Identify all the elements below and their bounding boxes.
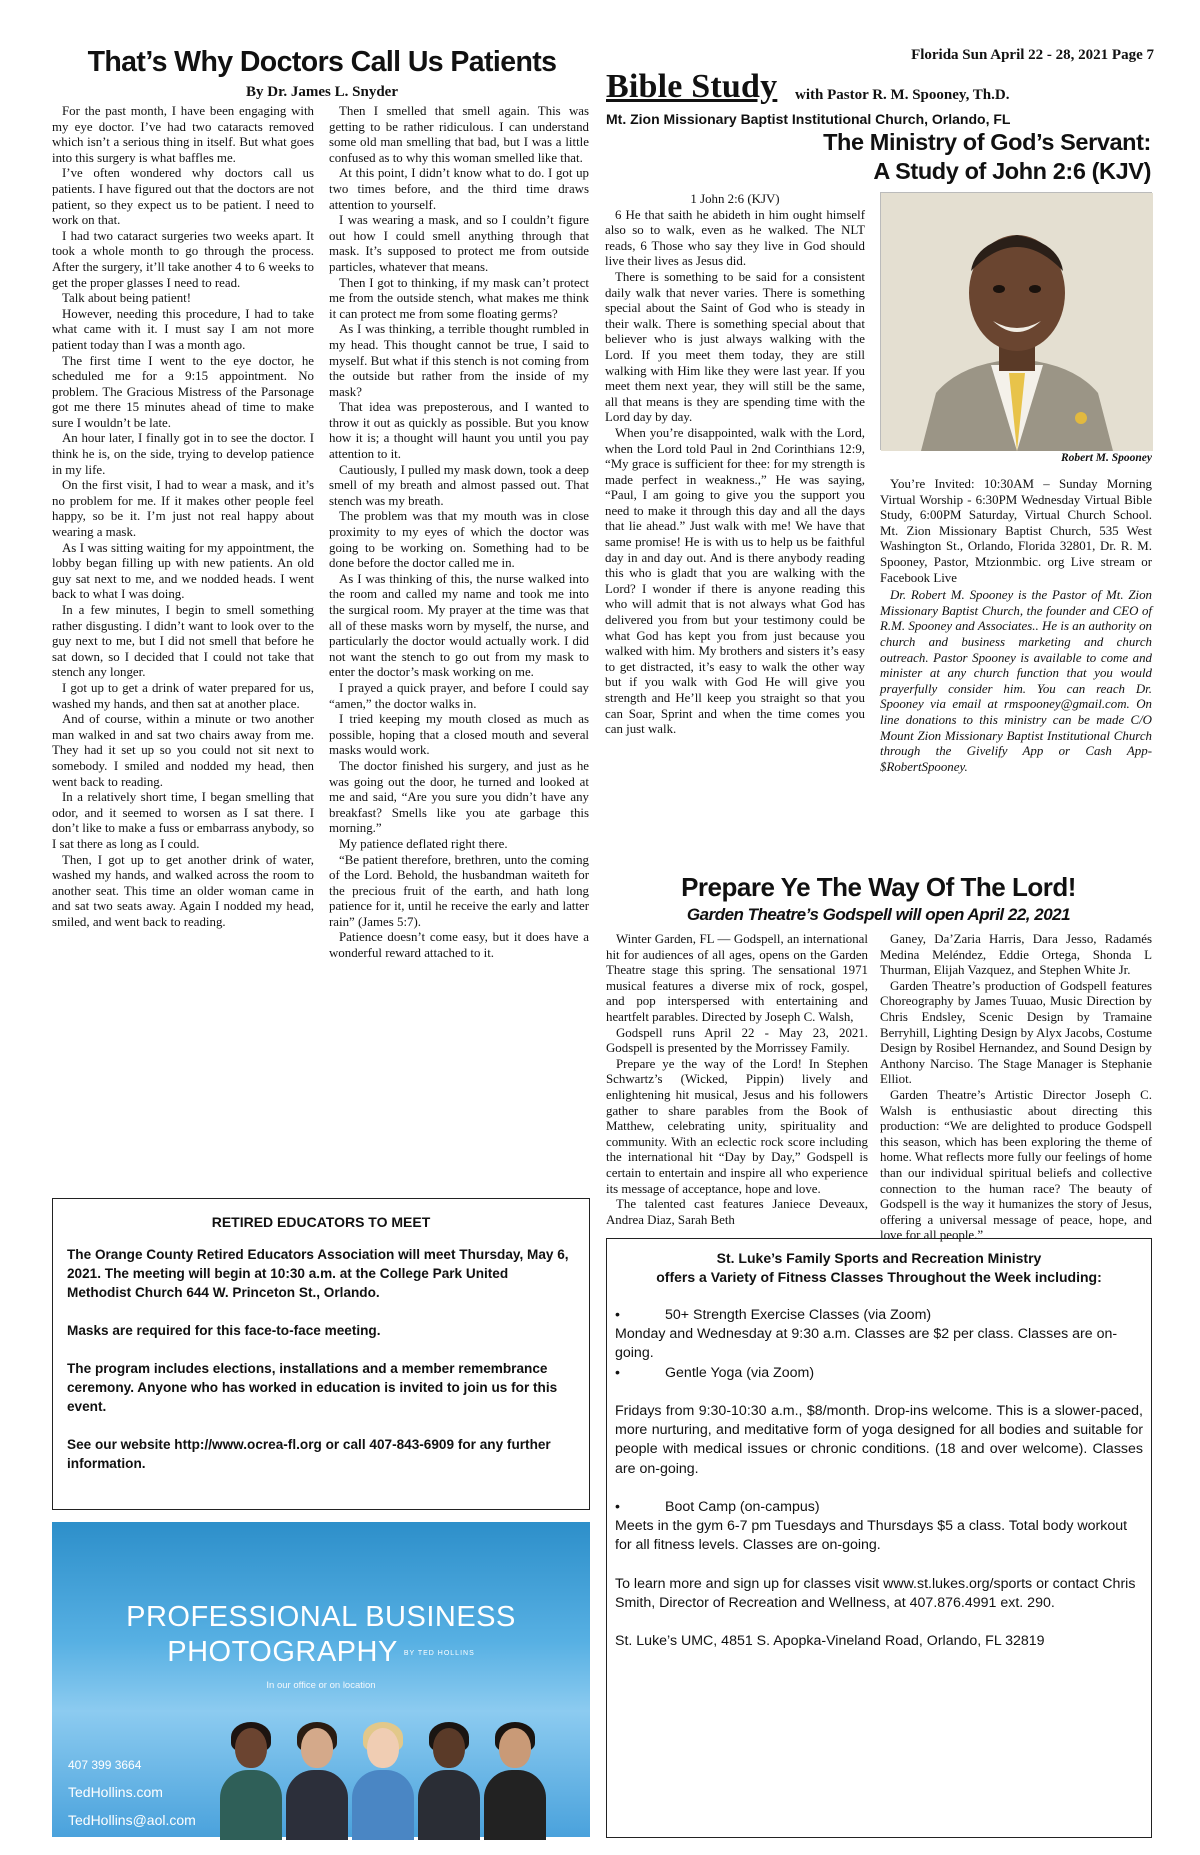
- paragraph: An hour later, I finally got in to see the doctor. I think he is, on the side, trying to develop patience in my life.: [52, 431, 314, 477]
- paragraph: The talented cast features Janiece Deveaux, Andrea Diaz, Sarah Beth: [606, 1197, 868, 1227]
- service-invite: You’re Invited: 10:30AM – Sunday Morning Virtual Worship - 6:30PM Wednesday Virtual Bible Study, 6:00PM Saturday, Virtual Church School. Mt. Zion Missionary Baptist Church, 535 West Washington St., Orlando, Florida 32801, Dr. R. M. Spooney, Pastor, Mtzionmbic. org Live stream or Facebook Live: [880, 477, 1152, 585]
- paragraph: Garden Theatre’s production of Godspell features Choreography by James Tuuao, Music Direction by Chris Endsley, Scenic Design by Tramaine Berryhill, Lighting Design by Alyx Jacobs, Costume Design by Rosibel Hernandez, and Sound Design by Anthony Narciso. The Stage Manager is Stephanie Elliot.: [880, 978, 1152, 1087]
- paragraph: I tried keeping my mouth closed as much as possible, hoping that a closed mouth and several masks would work.: [329, 712, 589, 758]
- portrait-photo: [284, 1718, 350, 1836]
- paragraph: The first time I went to the eye doctor, he scheduled me for a 9:15 appointment. No problem. The Gracious Mistress of the Parsonage got me there 15 minutes ahead of time to make sure I wouldn’t be late.: [52, 353, 314, 430]
- paragraph: 6 He that saith he abideth in him ought himself also so to walk, even as he walked. The NLT reads, 6 Those who say they live in God should live their lives as Jesus did.: [605, 207, 865, 269]
- paragraph: In a relatively short time, I began smelling that odor, and it seemed to worsen as I sat there. I don’t like to make a fuss or embarrass anybody, so I sat there as long as I could.: [52, 790, 314, 851]
- paragraph: I’ve often wondered why doctors call us patients. I have figured out that the doctors are not patient, so they expect us to be patient. I need to work on that.: [52, 166, 314, 228]
- portrait-photo: [482, 1718, 548, 1836]
- notice-heading: RETIRED EDUCATORS TO MEET: [211, 1214, 431, 1230]
- paragraph: Ganey, Da’Zaria Harris, Dara Jesso, Radamés Medina Meléndez, Eddie Ortega, Shonda L Thurman, Elijah Vazquez, and Stephen White Jr.: [880, 932, 1152, 978]
- paragraph: Garden Theatre’s Artistic Director Joseph C. Walsh is enthusiastic about directing this production: “We are delighted to produce Godspell this season, which has been exploring the theme of home. What reflects more fully our feelings of home than our individual spiritual beliefs and collective connection to the human race? The beauty of Godspell is the way it humanizes the story of Jesus, offering a universal message of peace, hope, and love for all people.”: [880, 1087, 1152, 1243]
- notice-paragraph: See our website http://www.ocrea-fl.org or call 407-843-6909 for any further information.: [67, 1437, 551, 1471]
- class-details: Meets in the gym 6-7 pm Tuesdays and Thursdays $5 a class. Total body workout for all fitness levels. Classes are on-going.: [615, 1518, 1128, 1554]
- pastor-portrait: [880, 192, 1152, 450]
- bullet-icon: •: [615, 1307, 620, 1323]
- paragraph: As I was thinking of this, the nurse walked into the room and called my name and took me into the surgical room. My prayer at the time was that all of these masks worn by myself, the nurse, and particularly the doctor would actually work. I did not want the stench to go out from my mask to enter the doctor’s mask working on me.: [329, 571, 589, 680]
- church-name: Mt. Zion Missionary Baptist Institutional Church, Orlando, FL: [606, 111, 1011, 127]
- ad-website: TedHollins.com: [68, 1784, 163, 1800]
- godspell-column-1: [606, 932, 868, 1232]
- paragraph: Then I got to thinking, if my mask can’t protect me from the outside stench, what makes me think it can protect me from some floating germs?: [329, 275, 589, 321]
- article-byline: By Dr. James L. Snyder: [246, 84, 398, 100]
- verse-reference: 1 John 2:6 (KJV): [690, 192, 780, 206]
- ad-title: [52, 1600, 590, 1671]
- paragraph: Prepare ye the way of the Lord! In Stephen Schwartz’s (Wicked, Pippin) lively and enlightening hit musical, Jesus and his followers gather to share parables from the Book of Matthew, celebrating unity, spirituality and community. With an eclectic rock score including the international hit “Day by Day,” Godspell is certain to entertain and inspire all who experience its message of acceptance, hope and love.: [606, 1056, 868, 1196]
- article-column-1: [52, 104, 314, 1179]
- paragraph: Winter Garden, FL — Godspell, an international hit for audiences of all ages, opens on the Garden Theatre stage this spring. The sensational 1971 musical features a diverse mix of rock, gospel, and pop interspersed with entertaining and heartfelt parables. Directed by Joseph C. Walsh,: [606, 932, 868, 1024]
- paragraph: Talk about being patient!: [62, 291, 192, 306]
- paragraph: And of course, within a minute or two another man walked in and sat two chairs away from me. They had it set up so you could not sit next to somebody. I smiled and nodded my head, then went back to reading.: [52, 712, 314, 789]
- paragraph: The doctor finished his surgery, and just as he was going out the door, he turned and looked at me and said, “Are you sure you didn’t have any breakfast? Smells like you ate garbage this morning.”: [329, 758, 589, 836]
- paragraph: There is something to be said for a consistent daily walk that never varies. There is something special about the Saint of God who is steady in their walk. There is something special about that believer who is just always walking with the Lord. If you meet them today, they are still walking with Him like they were last year. If you meet them next year, they will still be the same, all that means is they are spending time with the Lord day by day.: [605, 269, 865, 425]
- paragraph: When you’re disappointed, walk with the Lord, when the Lord told Paul in 2nd Corinthians 12:9, “My grace is sufficient for thee: for my strength is made perfect in weakness.,” He was saying, “Paul, I am going to give you the support you need to make it through this day and all the days that lie ahead.” Just walk with me! We have that same promise! He is with us to help us be faithful day in and day out. And is there anybody reading this who is gladt that you are walking with the Lord? I wonder if there is anyone reading this who will admit that is not always what God has delivered you from but your testimony could be what God has kept you from just because you walked with him. My brothers and sisters it’s easy to get distracted, it’s easy to walk the other way but if you walk with God He will give you strength and He’ll keep you straight so that you can Soar, Sprint and when the time comes you can just walk.: [605, 425, 865, 737]
- page-header: Florida Sun April 22 - 28, 2021 Page 7: [911, 47, 1154, 63]
- paragraph: I had two cataract surgeries two weeks apart. It took a whole month to go through the process. After the surgery, it’ll take another 4 to 6 weeks to get the proper glasses I need to read.: [52, 228, 314, 290]
- class-item: [615, 1364, 1143, 1383]
- paragraph: For the past month, I have been engaging with my eye doctor. I’ve had two cataracts removed which isn’t a serious thing in itself. But what goes into this surgery is what baffles me.: [52, 104, 314, 165]
- class-details: Fridays from 9:30-10:30 a.m., $8/month. Drop-ins welcome. This is a slower-paced, more nurturing, and meditative form of yoga designed for all bodies and suitable for people with medical issues or chronic conditions. (18 and over welcome). Classes are on-going.: [615, 1403, 1143, 1477]
- bible-study-title: Bible Study: [606, 68, 778, 105]
- ad-title-line-2: PHOTOGRAPHY BY TED HOLLINS: [167, 1636, 475, 1668]
- paragraph: The problem was that my mouth was in close proximity to my eyes of which the doctor was going to be working on. Something had to be done before the doctor called me in.: [329, 509, 589, 571]
- class-item: [615, 1498, 1143, 1517]
- paragraph: Then, I got up to get another drink of water, washed my hands, and walked across the room to another seat. This time an older woman came in and sat two seats away. Again I nodded my head, smiled, and went back to reading.: [52, 852, 314, 929]
- class-name: Boot Camp (on-campus): [665, 1499, 820, 1515]
- paragraph: As I was thinking, a terrible thought rumbled in my head. This thought cannot be true, I said to myself. But what if this stench is not coming from the outside but rather from the inside of my mask?: [329, 322, 589, 399]
- godspell-column-2: [880, 932, 1152, 1243]
- church-address: St. Luke’s UMC, 4851 S. Apopka-Vineland Road, Orlando, FL 32819: [615, 1633, 1045, 1650]
- ad-email: TedHollins@aol.com: [68, 1812, 196, 1828]
- notice-heading: St. Luke’s Family Sports and Recreation Ministry offers a Variety of Fitness Classes Throughout the Week including:: [656, 1250, 1102, 1285]
- paragraph: That idea was preposterous, and I wanted to throw it out as quickly as possible. But you know how it is; a thought will haunt you until you pay attention to it.: [329, 400, 589, 462]
- paragraph: My patience deflated right there.: [339, 836, 508, 851]
- ad-byline: BY TED HOLLINS: [403, 1649, 475, 1657]
- ad-title-line-1: PROFESSIONAL BUSINESS: [126, 1601, 516, 1633]
- notice-paragraph: The Orange County Retired Educators Association will meet Thursday, May 6, 2021. The meeting will begin at 10:30 a.m. at the College Park United Methodist Church 644 W. Princeton St., Orlando.: [67, 1247, 569, 1300]
- godspell-subtitle: Garden Theatre’s Godspell will open April 22, 2021: [686, 905, 1071, 924]
- retired-educators-notice: [52, 1198, 590, 1510]
- class-details: Monday and Wednesday at 9:30 a.m. Classes are $2 per class. Classes are on-going.: [615, 1326, 1118, 1362]
- paragraph: On the first visit, I had to wear a mask, and it’s no problem for me. If it makes other people feel happy, so be it. I’m just not real happy about wearing a mask.: [52, 478, 314, 540]
- paragraph: I got up to get a drink of water prepared for us, washed my hands, and then sat at another place.: [52, 680, 314, 711]
- paragraph: Patience doesn’t come easy, but it does have a wonderful reward attached to it.: [329, 930, 589, 961]
- notice-paragraph: Masks are required for this face-to-face meeting.: [67, 1323, 381, 1338]
- portrait-photo: [416, 1718, 482, 1836]
- paragraph: Then I smelled that smell again. This was getting to be rather ridiculous. I can understand some old man smelling that bad, but I was a little confused as to why this woman smelled like that.: [329, 104, 589, 165]
- st-lukes-fitness-notice: [606, 1238, 1152, 1838]
- article-column-2: [329, 104, 589, 1179]
- learn-more-text: To learn more and sign up for classes visit www.st.lukes.org/sports or contact Chris Smith, Director of Recreation and Wellness, at 407.876.4991 ext. 290.: [615, 1575, 1136, 1611]
- class-name: 50+ Strength Exercise Classes (via Zoom): [665, 1307, 932, 1323]
- paragraph: Cautiously, I pulled my mask down, took a deep smell of my breath and almost passed out. That stench was my breath.: [329, 462, 589, 508]
- portrait-photo: [218, 1718, 284, 1836]
- ministry-title: The Ministry of God’s Servant:: [823, 129, 1151, 155]
- paragraph: As I was sitting waiting for my appointment, the lobby began filling up with new patients. An old guy sat next to me, and we nodded heads. I went back to what I was doing.: [52, 540, 314, 602]
- bible-study-pastor: with Pastor R. M. Spooney, Th.D.: [795, 87, 1010, 103]
- photography-ad: [52, 1522, 590, 1837]
- bullet-icon: •: [615, 1364, 620, 1381]
- paragraph: “Be patient therefore, brethren, unto the coming of the Lord. Behold, the husbandman waiteth for the precious fruit of the earth, and hath long patience for it, until he receive the early and latter rain” (James 5:7).: [329, 852, 589, 929]
- paragraph: However, needing this procedure, I had to take what came with it. I must say I am not more patient today than I was a month ago.: [52, 306, 314, 352]
- pastor-portrait-illustration: [881, 193, 1153, 451]
- paragraph: In a few minutes, I begin to smell something rather disgusting. I didn’t want to look over to the guy next to me, but I did not smell that before he sat down, so I decided that I could not take that stench any longer.: [52, 603, 314, 680]
- class-item: [615, 1306, 1143, 1325]
- class-name: Gentle Yoga (via Zoom): [665, 1364, 815, 1381]
- invite-column: [880, 477, 1152, 775]
- ad-subtitle: In our office or on location: [266, 1680, 376, 1691]
- pastor-bio: Dr. Robert M. Spooney is the Pastor of Mt. Zion Missionary Baptist Church, the founder and CEO of R.M. Spooney and Associates.. He is an authority on church and business marketing and church outreach. Pastor Spooney is available to come and minister at any church function that you would prayerfully consider him. You can reach Dr. Spooney via email at rmspooney@gmail.com. On line donations to this ministry can be made C/O Mount Zion Missionary Baptist Institutional Church through the Givelify App or Cash App- $RobertSpooney.: [880, 588, 1152, 774]
- photo-caption: Robert M. Spooney: [1060, 452, 1152, 464]
- ad-phone: 407 399 3664: [68, 1758, 142, 1772]
- portrait-photo: [350, 1718, 416, 1836]
- bible-study-column: [605, 192, 865, 738]
- paragraph: I was wearing a mask, and so I couldn’t figure out how I could smell anything through that mask. It’s supposed to protect me from outside particles, whatever that means.: [329, 213, 589, 274]
- paragraph: At this point, I didn’t know what to do. I got up two times before, and the third time draws attention to yourself.: [329, 166, 589, 212]
- notice-paragraph: The program includes elections, installations and a member remembrance ceremony. Anyone who has worked in education is invited to join us for this event.: [67, 1361, 558, 1414]
- paragraph: I prayed a quick prayer, and before I could say “amen,” the doctor walks in.: [329, 680, 589, 711]
- article-title: That’s Why Doctors Call Us Patients: [87, 46, 557, 78]
- godspell-title: Prepare Ye The Way Of The Lord!: [681, 872, 1076, 902]
- study-title: A Study of John 2:6 (KJV): [873, 158, 1151, 184]
- paragraph: Godspell runs April 22 - May 23, 2021. Godspell is presented by the Morrissey Family.: [606, 1025, 868, 1056]
- bullet-icon: •: [615, 1499, 620, 1515]
